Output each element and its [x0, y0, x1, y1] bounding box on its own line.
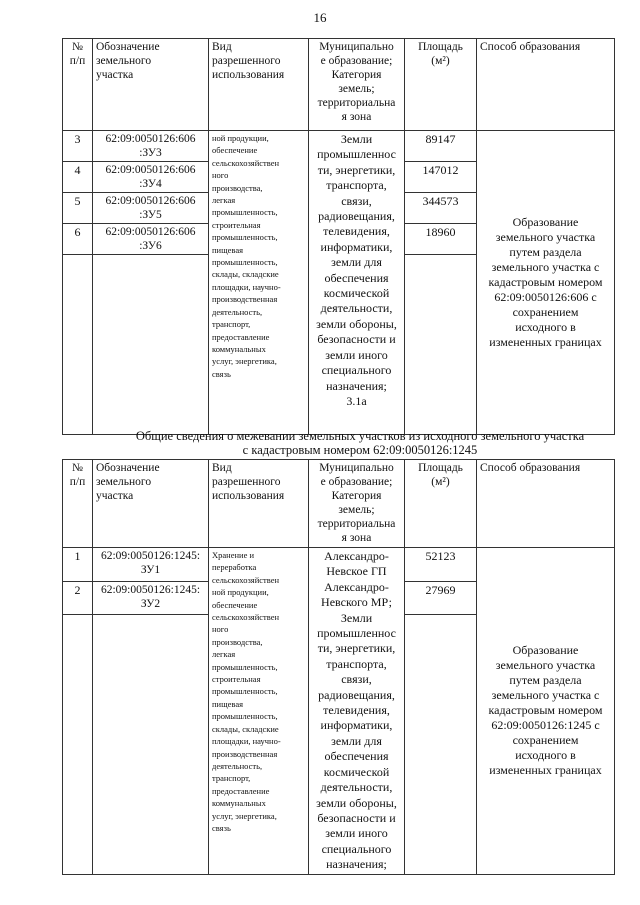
empty-cell [63, 615, 93, 875]
header-area: Площадь (м²) [405, 460, 477, 548]
cadastral-number: 62:09:0050126:606 :ЗУ3 [93, 131, 209, 162]
cadastral-number: 62:09:0050126:606 :ЗУ6 [93, 224, 209, 255]
row-number: 3 [63, 131, 93, 162]
empty-cell [93, 255, 209, 435]
empty-cell [405, 255, 477, 435]
row-number: 4 [63, 162, 93, 193]
empty-cell [93, 615, 209, 875]
row-number: 6 [63, 224, 93, 255]
header-municipality: Муниципально е образование; Категория земель; территориальна я зона [309, 39, 405, 131]
row-number: 2 [63, 581, 93, 615]
permitted-use: ной продукции, обеспечение сельскохозяйствен ного производства, легкая промышленность, строительная промышленность, пищевая промышленность, склады, складские площадки, научно- производственная деятельность, транспорт, предоставление коммунальных услуг, энергетика, связь [209, 131, 309, 435]
municipality-category: Александро- Невское ГП Александро- Невского МР; Земли промышленнос ти, энергетики, транспорта, связи, радиовещания, телевидения, информатики, земли для обеспечения космической деятельности, земли обороны, безопасности и земли иного специального назначения; [309, 548, 405, 875]
table-header-row [63, 460, 615, 548]
header-method: Способ образования [477, 460, 615, 548]
empty-cell [405, 615, 477, 875]
formation-method: Образование земельного участка путем раздела земельного участка с кадастровым номером 62:09:0050126:606 с сохранением исходного в измененных границах [477, 131, 615, 435]
header-no: № п/п [63, 39, 93, 131]
plot-area: 18960 [405, 224, 477, 255]
header-no: № п/п [63, 460, 93, 548]
header-designation: Обозначение земельного участка [93, 460, 209, 548]
plot-area: 147012 [405, 162, 477, 193]
header-designation: Обозначение земельного участка [93, 39, 209, 131]
table-row [63, 548, 615, 582]
formation-method: Образование земельного участка путем раздела земельного участка с кадастровым номером 62:09:0050126:1245 с сохранением исходного в измененных границах [477, 548, 615, 875]
page-number: 16 [313, 10, 327, 25]
cadastral-number: 62:09:0050126:1245: ЗУ2 [93, 581, 209, 615]
plot-area: 52123 [405, 548, 477, 582]
header-use: Вид разрешенного использования [209, 460, 309, 548]
section-title: Общие сведения о межевании земельных участков из исходного земельного участка с кадастровым номером 62:09:0050126:1245 [135, 429, 585, 457]
header-municipality: Муниципально е образование; Категория земель; территориальна я зона [309, 460, 405, 548]
land-plots-table-2 [62, 459, 615, 875]
plot-area: 27969 [405, 581, 477, 615]
cadastral-number: 62:09:0050126:606 :ЗУ5 [93, 193, 209, 224]
header-area: Площадь (м²) [405, 39, 477, 131]
table-header-row [63, 39, 615, 131]
municipality-category: Земли промышленнос ти, энергетики, транспорта, связи, радиовещания, телевидения, информатики, земли для обеспечения космической деятельности, земли обороны, безопасности и земли иного специального назначения; 3.1а [309, 131, 405, 435]
plot-area: 344573 [405, 193, 477, 224]
table-row [63, 131, 615, 162]
land-plots-table-1 [62, 38, 615, 435]
header-method: Способ образования [477, 39, 615, 131]
permitted-use: Хранение и переработка сельскохозяйствен ной продукции, обеспечение сельскохозяйствен ного производства, легкая промышленность, строительная промышленность, пищевая промышленность, склады, складские площадки, научно- производственная деятельность, транспорт, предоставление коммунальных услуг, энергетика, связь [209, 548, 309, 875]
row-number: 1 [63, 548, 93, 582]
cadastral-number: 62:09:0050126:1245: ЗУ1 [93, 548, 209, 582]
row-number: 5 [63, 193, 93, 224]
plot-area: 89147 [405, 131, 477, 162]
header-use: Вид разрешенного использования [209, 39, 309, 131]
cadastral-number: 62:09:0050126:606 :ЗУ4 [93, 162, 209, 193]
empty-cell [63, 255, 93, 435]
